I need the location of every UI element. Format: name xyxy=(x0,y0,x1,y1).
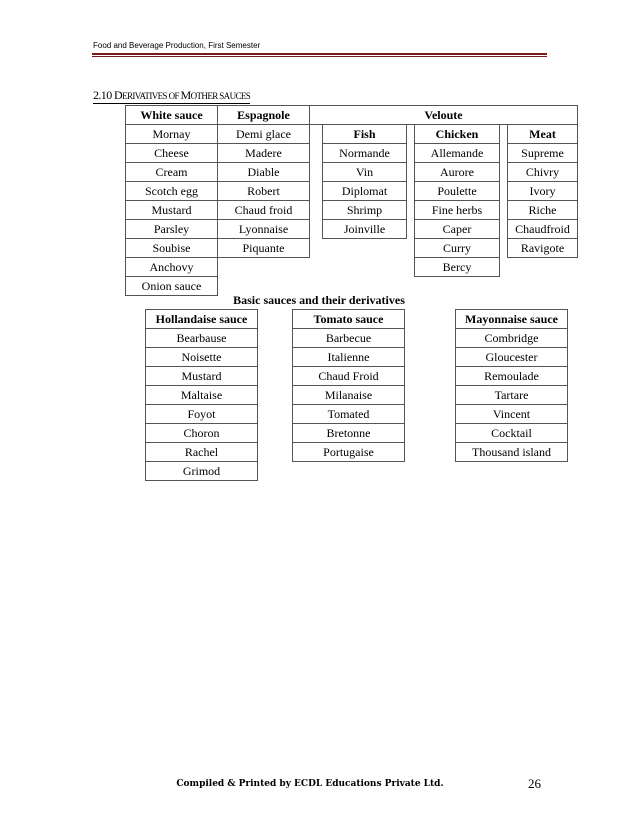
table-cell: Milanaise xyxy=(292,385,405,405)
table-cell: Shrimp xyxy=(322,200,407,220)
table-cell: Robert xyxy=(217,181,310,201)
table-cell: Chaud froid xyxy=(217,200,310,220)
table-cell: Madere xyxy=(217,143,310,163)
table-cell: Cream xyxy=(125,162,218,182)
table-cell: Joinville xyxy=(322,219,407,239)
table-cell: Thousand island xyxy=(455,442,568,462)
table-cell: Noisette xyxy=(145,347,258,367)
table-cell: Portugaise xyxy=(292,442,405,462)
table-cell: Cheese xyxy=(125,143,218,163)
table-cell: Grimod xyxy=(145,461,258,481)
table-cell: Anchovy xyxy=(125,257,218,277)
col-header-fish: Fish xyxy=(322,124,407,144)
section-number: 2.10 xyxy=(93,88,112,102)
table-cell: Mornay xyxy=(125,124,218,144)
table-cell: Scotch egg xyxy=(125,181,218,201)
table-cell: Diable xyxy=(217,162,310,182)
table-cell: Vincent xyxy=(455,404,568,424)
table-cell: Chaud Froid xyxy=(292,366,405,386)
table-cell: Soubise xyxy=(125,238,218,258)
table-cell: Barbecue xyxy=(292,328,405,348)
table-cell: Bercy xyxy=(414,257,500,277)
table-cell: Bearbause xyxy=(145,328,258,348)
table-cell: Fine herbs xyxy=(414,200,500,220)
col-header-chicken: Chicken xyxy=(414,124,500,144)
footer-text: Compiled & Printed by ECDL Educations Private Ltd. xyxy=(176,779,444,789)
table-cell: Choron xyxy=(145,423,258,443)
table-cell: Caper xyxy=(414,219,500,239)
table-cell: Mustard xyxy=(125,200,218,220)
table-cell: Vin xyxy=(322,162,407,182)
table-cell: Chaudfroid xyxy=(507,219,578,239)
table-cell: Parsley xyxy=(125,219,218,239)
running-header: Food and Beverage Production, First Semester xyxy=(93,41,261,50)
table-cell: Tartare xyxy=(455,385,568,405)
table-cell: Lyonnaise xyxy=(217,219,310,239)
table-cell: Gloucester xyxy=(455,347,568,367)
table-cell: Curry xyxy=(414,238,500,258)
table-cell: Mustard xyxy=(145,366,258,386)
page-number: 26 xyxy=(528,776,541,791)
table-cell: Ravigote xyxy=(507,238,578,258)
col-header-white-sauce: White sauce xyxy=(125,105,218,125)
table-cell: Tomated xyxy=(292,404,405,424)
table-cell: Onion sauce xyxy=(125,276,218,296)
table-cell: Allemande xyxy=(414,143,500,163)
section-title-d: D xyxy=(114,88,123,102)
table-cell: Combridge xyxy=(455,328,568,348)
col-header-veloute: Veloute xyxy=(309,105,578,125)
header-rule xyxy=(92,53,547,55)
table-cell: Cocktail xyxy=(455,423,568,443)
table-cell: Demi glace xyxy=(217,124,310,144)
section-title-part1: ERIVATIVES OF xyxy=(122,91,181,101)
table-cell: Poulette xyxy=(414,181,500,201)
col-header-hollandaise: Hollandaise sauce xyxy=(145,309,258,329)
col-header-tomato: Tomato sauce xyxy=(292,309,405,329)
table-cell: Bretonne xyxy=(292,423,405,443)
section-title-part2: OTHER SAUCES xyxy=(190,91,251,101)
col-header-espagnole: Espagnole xyxy=(217,105,310,125)
table-cell: Ivory xyxy=(507,181,578,201)
header-rule-thin xyxy=(92,56,547,57)
table-cell: Italienne xyxy=(292,347,405,367)
table-cell: Rachel xyxy=(145,442,258,462)
table-cell: Aurore xyxy=(414,162,500,182)
table-cell: Normande xyxy=(322,143,407,163)
table-cell: Diplomat xyxy=(322,181,407,201)
table-cell: Supreme xyxy=(507,143,578,163)
col-header-mayonnaise: Mayonnaise sauce xyxy=(455,309,568,329)
table-cell: Piquante xyxy=(217,238,310,258)
table-cell: Chivry xyxy=(507,162,578,182)
table-cell: Remoulade xyxy=(455,366,568,386)
section-title xyxy=(93,88,250,104)
section-title-m: M xyxy=(180,88,191,102)
table-cell: Foyot xyxy=(145,404,258,424)
basic-sauces-caption: Basic sauces and their derivatives xyxy=(233,293,405,307)
col-header-meat: Meat xyxy=(507,124,578,144)
table-cell: Riche xyxy=(507,200,578,220)
table-cell: Maltaise xyxy=(145,385,258,405)
